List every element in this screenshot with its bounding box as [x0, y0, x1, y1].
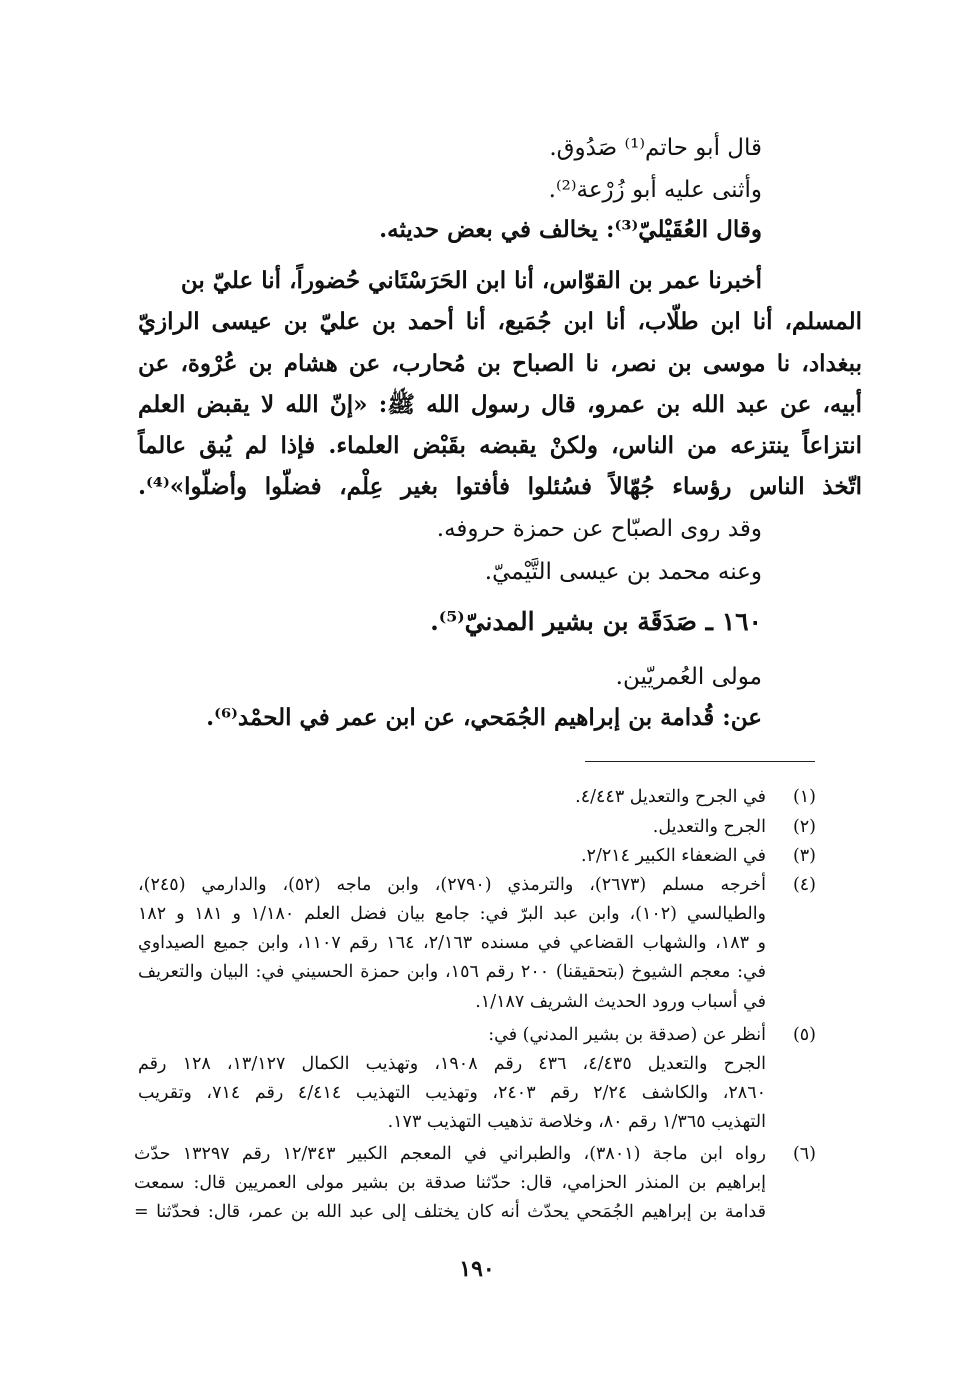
intro-line: وأثنى عليه أبو زُرْعة⁽²⁾. — [548, 177, 762, 203]
paragraph-line: المسلم، أنا ابن طلّاب، أنا ابن جُمَيع، أنا أحمد بن عليّ بن عيسى الرازيّ — [138, 308, 862, 335]
paragraph-line: انتزاعاً ينتزعه من الناس، ولكنْ يقبضه بقَبْض العلماء. فإذا لم يُبق عالماً — [138, 432, 862, 459]
footnote-line: التهذيب ١/٣٦٥ رقم ٨٠، وخلاصة تذهيب التهذيب ١٧٣. — [387, 1112, 766, 1132]
footnote-line: في: معجم الشيوخ (بتحقيقنا) ٢٠٠ رقم ١٥٦، وابن حمزة الحسيني في: البيان والتعريف — [138, 962, 766, 982]
footnote-line: ٢٨٦٠، والكاشف ٢/٢٤ رقم ٢٤٠٣، وتهذيب التهذيب ٤/٤١٤ رقم ٧١٤، وتقريب — [138, 1083, 767, 1103]
footnote-separator — [585, 761, 815, 762]
footnote-number: (٣) — [792, 846, 816, 866]
footnote-number: (٤) — [792, 875, 816, 895]
footnote-line: و ١٨٣، والشهاب القضاعي في مسنده ٢/١٦٣، ١٦٤ رقم ١١٠٧، وابن جميع الصيداوي — [138, 933, 767, 953]
paragraph-line: أبيه، عن عبد الله بن عمرو، قال رسول الله ﷺ: «إنّ الله لا يقبض العلم — [138, 391, 862, 418]
footnote-line: في الجرح والتعديل ٤/٤٤٣. — [575, 787, 766, 807]
footnote-line: إبراهيم بن المنذر الحزامي، قال: حدّثنا صدقة بن بشير مولى العمريين قال: سمعت — [134, 1173, 766, 1193]
footnote-line: والطيالسي (١٠٢)، وابن عبد البرّ في: جامع بيان فضل العلم ١/١٨٠ و ١٨١ و ١٨٢ — [138, 904, 767, 924]
entry-line: مولى العُمريّين. — [615, 664, 762, 690]
footnote-number: (٢) — [792, 817, 816, 837]
footnote-number: (١) — [792, 787, 816, 807]
footnote-line: في الضعفاء الكبير ٢/٢١٤. — [580, 846, 766, 866]
entry-line: عن: قُدامة بن إبراهيم الجُمَحي، عن ابن عمر في الحمْد⁽⁶⁾. — [206, 704, 762, 731]
narration-note: وعنه محمد بن عيسى التَّيْميّ. — [484, 559, 762, 585]
paragraph-line: ببغداد، نا موسى بن نصر، نا الصباح بن مُحارب، عن هشام بن عُرْوة، عن — [138, 350, 862, 377]
footnote-line: أخرجه مسلم (٢٦٧٣)، والترمذي (٢٧٩٠)، وابن ماجه (٥٢)، والدارمي (٢٤٥)، — [138, 875, 766, 895]
footnote-line: الجرح والتعديل ٤/٤٣٥، ٤٣٦ رقم ١٩٠٨، وتهذيب الكمال ١٣/١٢٧، ١٢٨ رقم — [138, 1054, 767, 1074]
page-number: ١٩٠ — [459, 1256, 495, 1282]
intro-line: قال أبو حاتم⁽¹⁾ صَدُوق. — [549, 135, 762, 161]
footnote-line: أنظر عن (صدقة بن بشير المدني) في: — [488, 1025, 766, 1045]
paragraph-line: أخبرنا عمر بن القوّاس، أنا ابن الحَرَسْتَاني حُضوراً، أنا عليّ بن — [180, 267, 762, 294]
intro-line: وقال العُقَيْليّ⁽³⁾: يخالف في بعض حديثه. — [379, 216, 762, 243]
footnote-number: (٥) — [792, 1025, 816, 1045]
entry-heading: ١٦٠ ـ صَدَقَة بن بشير المدنيّ⁽⁵⁾. — [430, 607, 762, 636]
footnote-line: الجرح والتعديل. — [652, 817, 766, 837]
footnote-number: (٦) — [792, 1144, 816, 1164]
footnote-line: في أسباب ورود الحديث الشريف ١/١٨٧. — [475, 992, 766, 1012]
footnote-line: قدامة بن إبراهيم الجُمَحي يحدّث أنه كان يختلف إلى عبد الله بن عمر، قال: فحدّثنا = — [134, 1202, 766, 1222]
paragraph-line: اتّخذ الناس رؤساء جُهّالاً فسُئلوا فأفتوا بغير عِلْم، فضلّوا وأضلّوا»⁽⁴⁾. — [138, 473, 862, 500]
narration-note: وقد روى الصبّاح عن حمزة حروفه. — [436, 516, 762, 542]
footnote-line: رواه ابن ماجة (٣٨٠١)، والطبراني في المعجم الكبير ١٢/٣٤٣ رقم ١٣٢٩٧ حدّث — [134, 1144, 766, 1164]
